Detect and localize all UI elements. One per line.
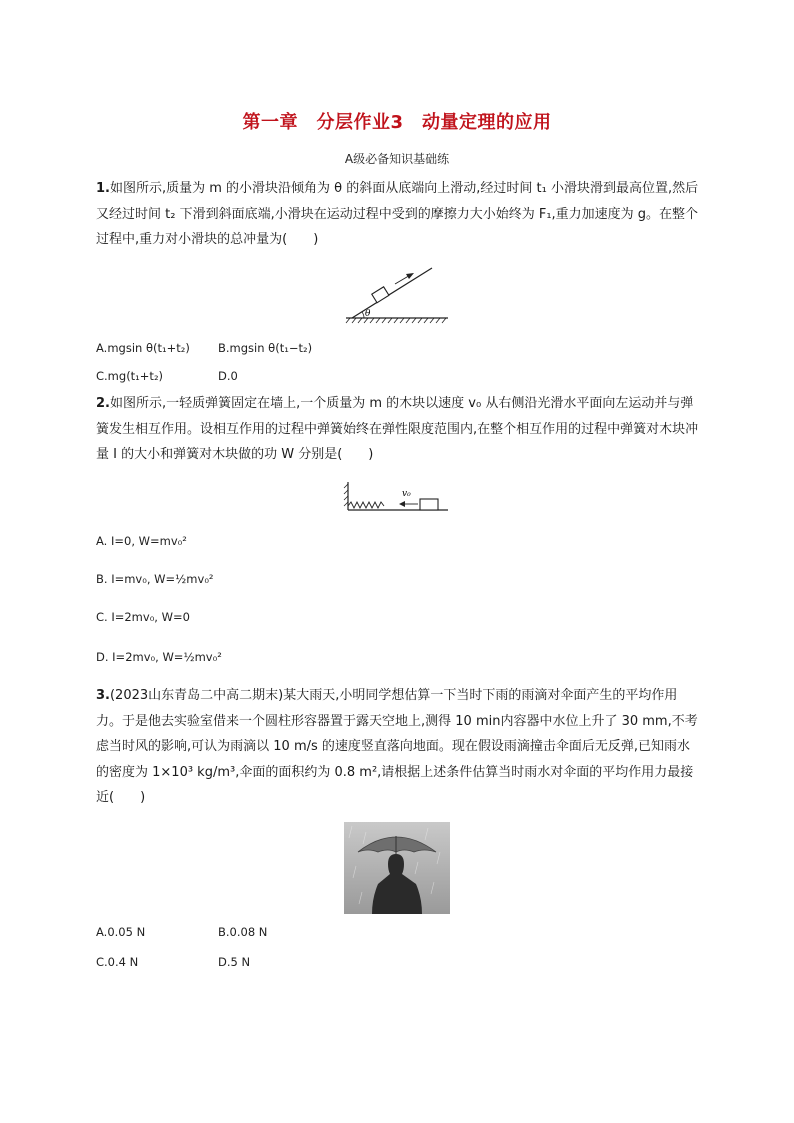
question-3-option-c[interactable]: C.0.4 N <box>96 955 139 969</box>
question-3-number: 3. <box>96 688 110 703</box>
page-title: 第一章 分层作业3 动量定理的应用 <box>242 112 552 133</box>
question-1-option-d[interactable]: D.0 <box>218 369 238 383</box>
spring-figure <box>342 478 454 516</box>
incline-figure <box>340 262 452 326</box>
angle-label: θ <box>365 309 371 319</box>
umbrella-photo <box>344 822 450 914</box>
question-2-number: 2. <box>96 396 110 411</box>
incline-surface <box>352 268 432 318</box>
question-3 <box>96 683 700 811</box>
wooden-block <box>420 499 438 510</box>
question-1-option-a[interactable]: A.mgsin θ(t₁+t₂) <box>96 341 190 355</box>
question-3-option-a[interactable]: A.0.05 N <box>96 925 146 939</box>
question-2-option-a[interactable]: A. I=0, W=mv₀² <box>96 534 187 548</box>
question-2-text: 如图所示,一轻质弹簧固定在墙上,一个质量为 m 的木块以速度 v₀ 从右侧沿光滑水平面向左运动并与弹簧发生相互作用。设相互作用的过程中弹簧始终在弹性限度范围内,在整个相互作用的过程中弹簧对木块冲量 I 的大小和弹簧对木块做的功 W 分别是( ) <box>96 396 699 462</box>
velocity-arrow <box>395 273 414 284</box>
question-1-text: 如图所示,质量为 m 的小滑块沿倾角为 θ 的斜面从底端向上滑动,经过时间 t₁ 小滑块滑到最高位置,然后又经过时间 t₂ 下滑到斜面底端,小滑块在运动过程中受到的摩擦力大小始终为 F₁,重力加速度为 g。在整个过程中,重力对小滑块的总冲量为( ) <box>96 181 699 247</box>
question-2-option-c[interactable]: C. I=2mv₀, W=0 <box>96 610 190 624</box>
velocity-label: v₀ <box>402 489 411 499</box>
question-3-option-b[interactable]: B.0.08 N <box>218 925 268 939</box>
question-1 <box>96 176 700 253</box>
question-2-option-d[interactable]: D. I=2mv₀, W=½mv₀² <box>96 650 222 664</box>
question-1-option-c[interactable]: C.mg(t₁+t₂) <box>96 369 164 383</box>
section-heading: A级必备知识基础练 <box>344 152 450 166</box>
question-3-text: (2023山东青岛二中高二期末)某大雨天,小明同学想估算一下当时下雨的雨滴对伞面产生的平均作用力。于是他去实验室借来一个圆柱形容器置于露天空地上,测得 10 min内容器中水位上升了 30 mm,不考虑当时风的影响,可认为雨滴以 10 m/s 的速度竖直落向地面。现在假设雨滴撞击伞面后无反弹,已知雨水的密度为 1×10³ kg/m³,伞面的面积约为 0.8 m²,请根据上述条件估算当时雨水对伞面的平均作用力最接近( ) <box>96 688 698 805</box>
question-2 <box>96 391 700 468</box>
question-1-option-b[interactable]: B.mgsin θ(t₁−t₂) <box>218 341 313 355</box>
question-2-option-b[interactable]: B. I=mv₀, W=½mv₀² <box>96 572 214 586</box>
spring-icon <box>348 502 384 508</box>
question-1-number: 1. <box>96 181 110 196</box>
question-3-option-d[interactable]: D.5 N <box>218 955 251 969</box>
left-arrow-icon <box>399 501 405 507</box>
slider-block <box>372 287 389 303</box>
